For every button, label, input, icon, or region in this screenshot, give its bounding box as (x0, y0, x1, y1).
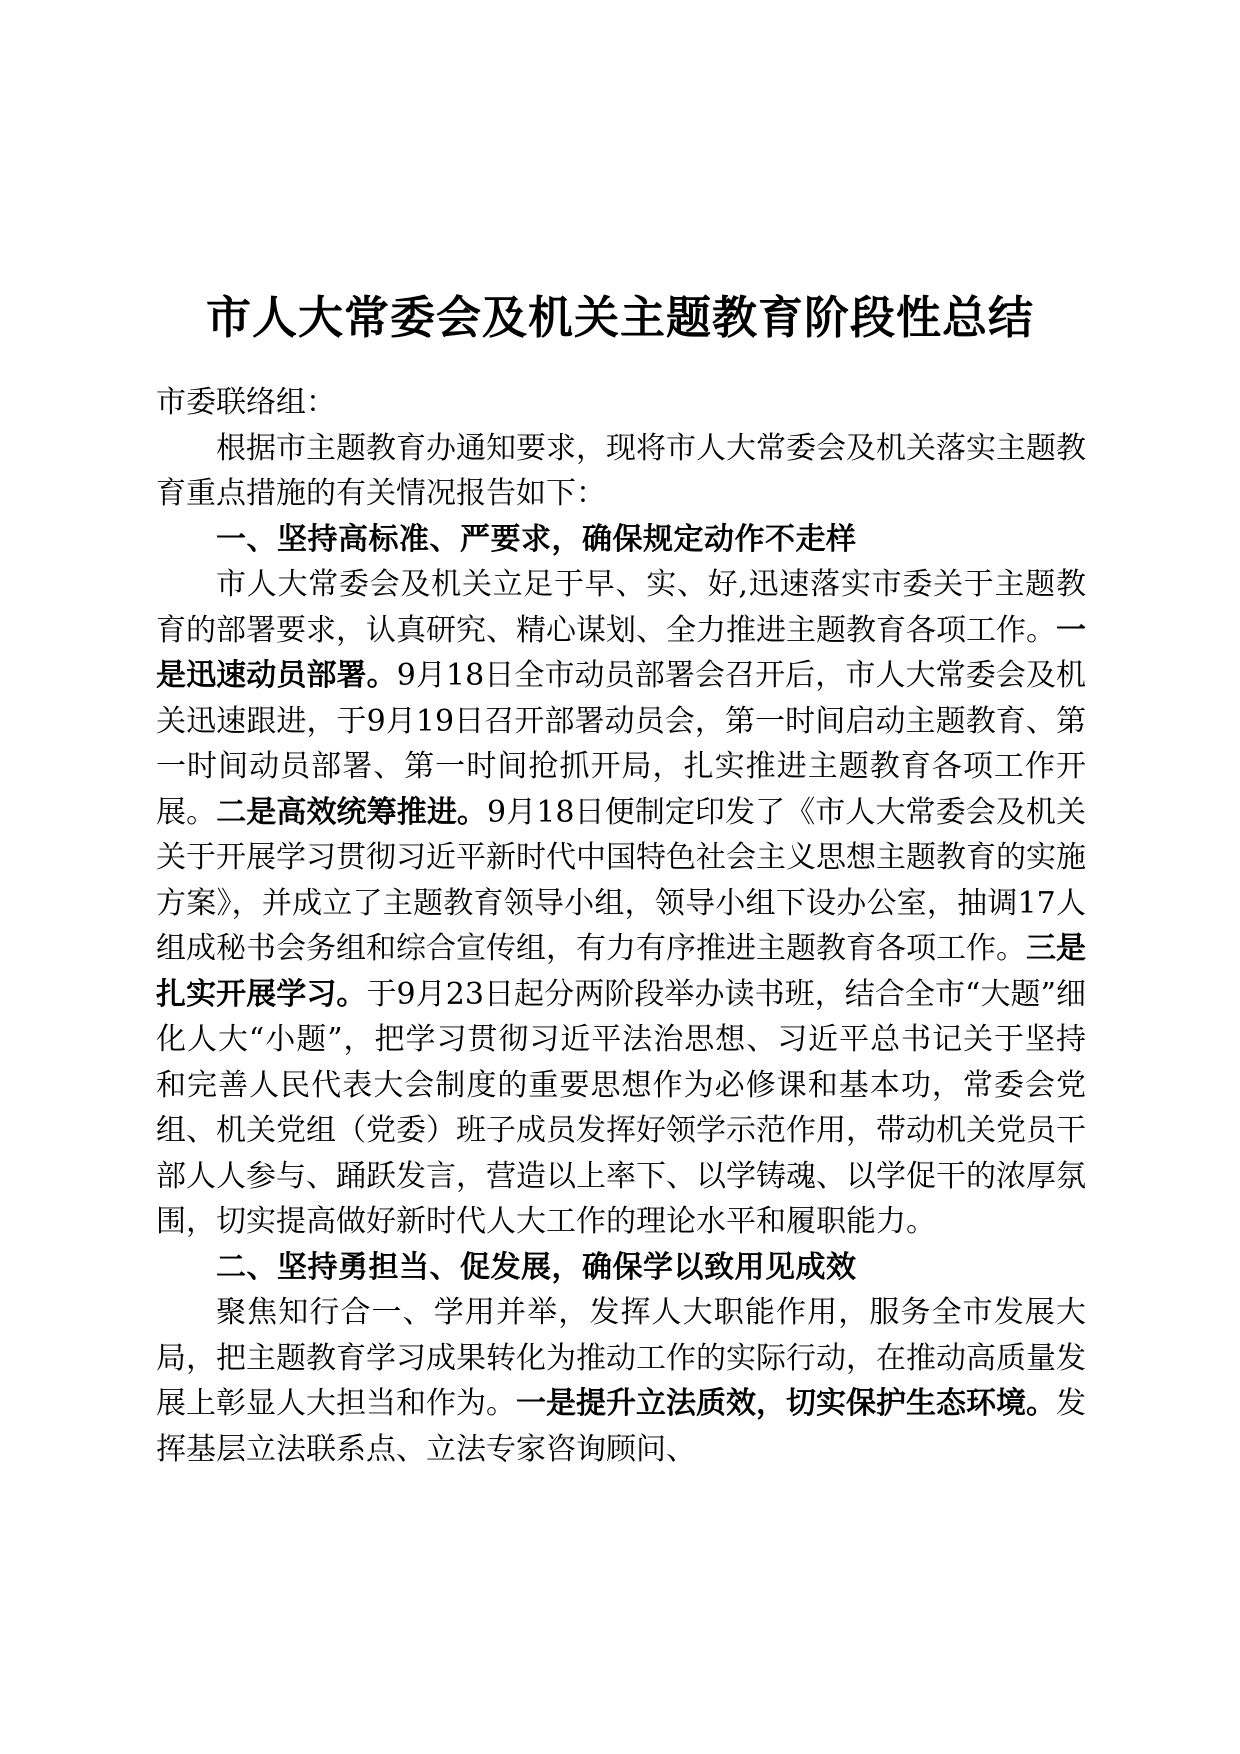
section-1-text-3: 9月18日便制定印发了《市人大常委会及机关关于开展学习贯彻习近平新时代中国特色社会主义思想主题教育的实施方案》，并成立了主题教育领导小组，领导小组下设办公室，抽调17人组成秘书会务组和综合宣传组，有力有序推进主题教育各项工作。 (156, 794, 1087, 966)
section-1-point-3: 三是扎实开展学习。 (156, 931, 1086, 1012)
document-title: 市人大常委会及机关主题教育阶段性总结 (205, 291, 1034, 345)
section-1-paragraph (156, 562, 1086, 1245)
salutation: 市委联络组： (156, 385, 336, 420)
section-1-text-2: 9月18日全市动员部署会召开后，市人大常委会及机关迅速跟进，于9月19日召开部署动员会，第一时间启动主题教育、第一时间动员部署、第一时间抢抓开局，扎实推进主题教育各项工作开展。 (156, 658, 1086, 830)
intro-paragraph: 根据市主题教育办通知要求，现将市人大常委会及机关落实主题教育重点措施的有关情况报告如下： (156, 430, 1086, 511)
section-1-text-1: 市人大常委会及机关立足于早、实、好,迅速落实市委关于主题教育的部署要求，认真研究、精心谋划、全力推进主题教育各项工作。 (156, 567, 1086, 648)
section-2-text-1: 聚焦知行合一、学用并举，发挥人大职能作用，服务全市发展大局，把主题教育学习成果转化为推动工作的实际行动，在推动高质量发展上彰显人大担当和作为。 (156, 1295, 1086, 1421)
section-2-text-2: 发挥基层立法联系点、立法专家咨询顾问、 (156, 1386, 1086, 1467)
section-1-point-1: 一是迅速动员部署。 (156, 612, 1086, 693)
section-1-point-2: 二是高效统筹推进。 (216, 794, 488, 830)
section-1-text-4: 于9月23日起分两阶段举办读书班，结合全市“大题”细化人大“小题”，把学习贯彻习近平法治思想、习近平总书记关于坚持和完善人民代表大会制度的重要思想作为必修课和基本功，常委会党组、机关党组（党委）班子成员发挥好领学示范作用，带动机关党员干部人人参与、踊跃发言，营造以上率下、以学铸魂、以学促干的浓厚氛围，切实提高做好新时代人大工作的理论水平和履职能力。 (156, 976, 1086, 1239)
section-2-heading: 二、坚持勇担当、促发展，确保学以致用见成效 (216, 1249, 857, 1285)
document-body (156, 380, 1086, 1472)
section-2-point-1: 一是提升立法质效，切实保护生态环境。 (516, 1386, 1056, 1421)
section-1-heading: 一、坚持高标准、严要求，确保规定动作不走样 (216, 521, 857, 557)
section-2-paragraph (156, 1290, 1086, 1472)
